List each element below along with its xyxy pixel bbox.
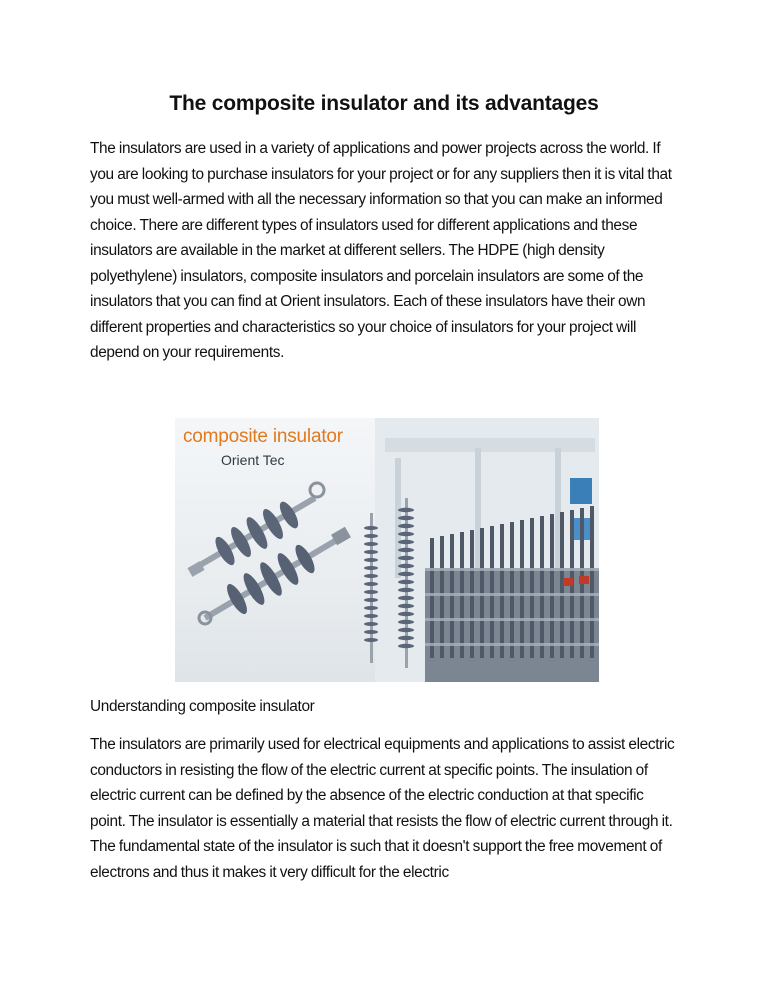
composite-insulator-photo — [175, 418, 599, 682]
figure-caption-brand: Orient Tec — [221, 452, 285, 468]
document-title: The composite insulator and its advantages — [169, 92, 599, 115]
section-heading: Understanding composite insulator — [90, 698, 315, 715]
figure-caption-title: composite insulator — [183, 426, 343, 447]
body-paragraph: The insulators are primarily used for electrical equipments and applications to assist electric conductors in resisting the flow of the electric current at specific points. The insulation of electric current can be defined by the absence of the electric conduction at that specific point. The insulator is essentially a material that resists the flow of electric current through it. The fundamental state of the insulator is such that it doesn't support the free movement of electrons and thus it makes it very difficult for the electric — [90, 736, 675, 881]
intro-paragraph: The insulators are used in a variety of applications and power projects across the world. If you are looking to purchase insulators for your project or for any suppliers then it is vital that you must well-armed with all the necessary information so that you can make an informed choice. There are different types of insulators used for different applications and these insulators are available in the market at different sellers. The HDPE (high density polyethylene) insulators, composite insulators and porcelain insulators are some of the insulators that you can find at Orient insulators. Each of these insulators have their own different properties and characteristics so your choice of insulators for your project will depend on your requirements. — [90, 140, 672, 361]
